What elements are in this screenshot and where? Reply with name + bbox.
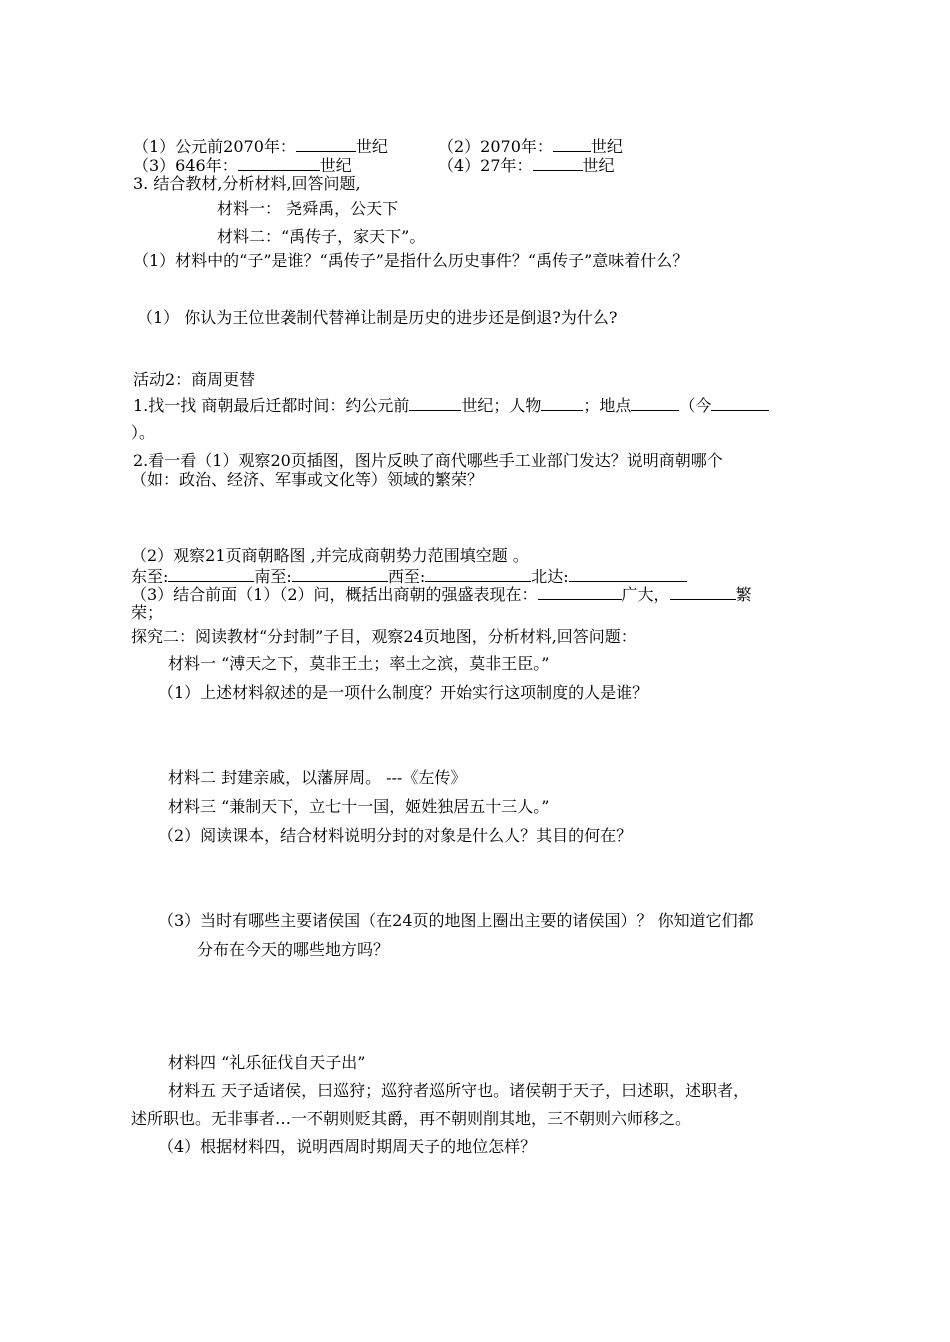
range-south-label: 南至: [254, 567, 292, 586]
look-3-blank-2[interactable] [670, 584, 736, 600]
q2-item-3-prefix: （3）646年： [133, 156, 238, 175]
q3-material-1: 材料一： 尧舜禹，公天下 [217, 199, 399, 218]
q2-item-4-blank[interactable] [533, 155, 583, 171]
range-west-blank[interactable] [425, 566, 531, 582]
explore-question-3-line-2: 分布在今天的哪些地方吗？ [197, 940, 390, 959]
range-north-blank[interactable] [569, 566, 687, 582]
find-blank-century[interactable] [409, 395, 461, 411]
range-east-label: 东至: [131, 567, 169, 586]
look-question-1-line-2: （如：政治、经济、军事或文化等）领域的繁荣？ [131, 470, 484, 489]
look-3-text-2: 广大， [621, 585, 670, 604]
explore-question-4: （4）根据材料四，说明西周时期周天子的地位怎样？ [158, 1137, 537, 1156]
find-question-end: ）。 [131, 423, 156, 442]
q2-item-1-prefix: （1）公元前2070年： [133, 137, 296, 156]
range-west-label: 西至: [387, 567, 426, 586]
explore-material-5-line-1: 材料五 天子适诸侯，曰巡狩；巡狩者巡所守也。诸侯朝于天子，曰述职，述职者， [168, 1081, 750, 1100]
range-east-blank[interactable] [168, 566, 254, 582]
q2-item-4 [438, 155, 615, 176]
find-text-1: 1.找一找 商朝最后迁都时间：约公元前 [133, 396, 410, 415]
explore-question-1: （1）上述材料叙述的是一项什么制度？开始实行这项制度的人是谁？ [158, 683, 649, 702]
look-question-2: （2）观察21页商朝略图 ,并完成商朝势力范围填空题 。 [131, 546, 529, 565]
q2-item-4-suffix: 世纪 [582, 156, 615, 175]
q3-material-2: 材料二：“禹传子，家天下”。 [217, 227, 426, 246]
find-blank-person[interactable] [541, 395, 583, 411]
q3-sub-question-2: （1） 你认为王位世袭制代替禅让制是历史的进步还是倒退?为什么? [137, 308, 618, 327]
range-north-label: 北达: [531, 567, 569, 586]
find-question [133, 395, 769, 416]
q2-item-1-blank[interactable] [296, 136, 356, 152]
look-question-1-line-1: 2.看一看（1）观察20页插图，图片反映了商代哪些手工业部门发达？说明商朝哪个 [133, 451, 723, 470]
q2-item-2 [438, 136, 623, 157]
explore-material-4: 材料四 “礼乐征伐自天子出” [168, 1053, 366, 1072]
q2-item-3-suffix: 世纪 [319, 156, 352, 175]
find-blank-place[interactable] [631, 395, 679, 411]
look-question-3 [131, 584, 752, 605]
q2-item-1 [133, 136, 388, 157]
q2-item-2-blank[interactable] [553, 136, 591, 152]
explore-material-5-line-2: 述所职也。无非事者…一不朝则贬其爵，再不朝则削其地，三不朝则六师移之。 [131, 1109, 692, 1128]
find-text-2: 世纪；人物 [461, 396, 542, 415]
q2-item-3-blank[interactable] [238, 155, 320, 171]
range-south-blank[interactable] [292, 566, 388, 582]
activity-2-title: 活动2：商周更替 [133, 370, 256, 389]
explore-question-2: （2）阅读课本，结合材料说明分封的对象是什么人？其目的何在？ [158, 826, 633, 845]
q2-item-2-suffix: 世纪 [590, 137, 623, 156]
q2-item-1-suffix: 世纪 [355, 137, 388, 156]
explore-question-3-line-1: （3）当时有哪些主要诸侯国（在24页的地图上圈出主要的诸侯国）？ 你知道它们都 [158, 911, 754, 930]
look-question-3-end: 荣； [131, 603, 164, 622]
look-3-text-1: （3）结合前面（1）（2）问，概括出商朝的强盛表现在： [131, 585, 538, 604]
q3-title: 3. 结合教材,分析材料,回答问题, [133, 174, 361, 193]
find-text-3: ；地点 [583, 396, 632, 415]
explore-material-2: 材料二 封建亲戚，以藩屏周。 ---《左传》 [168, 768, 467, 787]
explore-material-3: 材料三 “兼制天下，立七十一国，姬姓独居五十三人。” [168, 797, 550, 816]
find-blank-modern-place[interactable] [711, 395, 769, 411]
q3-sub-question-1: （1）材料中的“子”是谁？“禹传子”是指什么历史事件？“禹传子”意味着什么？ [133, 251, 689, 270]
find-text-4: （今 [679, 396, 712, 415]
q2-item-4-prefix: （4）27年： [438, 156, 533, 175]
explore-material-1: 材料一 “溥天之下，莫非王土；率土之滨，莫非王臣。” [168, 654, 550, 673]
look-3-blank-1[interactable] [538, 584, 622, 600]
explore-2-title: 探究二：阅读教材“分封制”子目，观察24页地图，分析材料,回答问题： [131, 627, 637, 646]
q2-item-3 [133, 155, 352, 176]
q2-item-2-prefix: （2）2070年： [438, 137, 553, 156]
look-3-text-3: 繁 [735, 585, 752, 604]
